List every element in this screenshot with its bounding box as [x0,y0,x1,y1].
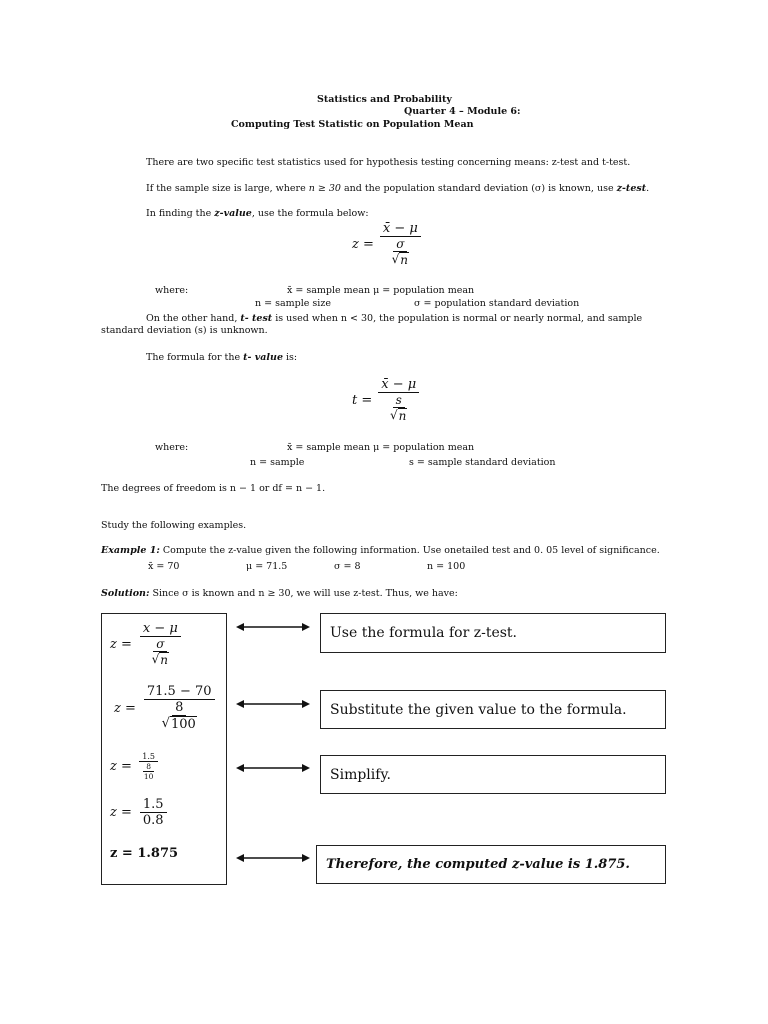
step2-inner-fraction [159,700,200,732]
step2-formula [114,684,215,732]
step1-n: n [160,653,169,667]
example1-n: n = 100 [427,561,466,572]
step3-lhs: z = [110,759,132,774]
t-formula-s: s [393,393,405,408]
example1-sigma: σ = 8 [334,561,361,572]
t-formula-inner-fraction [387,393,410,423]
double-arrow-icon [236,851,310,865]
solution-statement [101,588,458,599]
solution-text: Since σ is known and n ≥ 30, we will use z-test. Thus, we have: [152,588,458,599]
tpar-ttest: t- test [240,313,273,324]
z-formula-numerator: x̄ − μ [380,221,421,237]
conclusion-box [316,845,666,884]
step1-lhs: z = [110,636,132,652]
example1-mu: μ = 71.5 [246,561,288,572]
step2-description-box [320,690,666,729]
p2-text-c: and the population standard deviation (σ) is known, use [343,183,614,194]
step3-numerator: 1.5 [139,752,158,762]
step1-inner-fraction [149,637,172,667]
step3-fraction [138,752,160,781]
where1-n-def: n = sample size [255,298,331,309]
example1-label: Example 1: [101,545,160,556]
tintro-c: is: [286,352,298,363]
step4-lhs: z = [110,805,132,820]
p3-zvalue: z-value [214,208,252,219]
header-module-title: Computing Test Statistic on Population Mean [231,119,474,130]
example1-text: Compute the z-value given the following information. Use onetailed test and 0. 05 level of significance. [162,545,660,556]
t-formula-lhs: t = [352,392,373,408]
z-formula-sqrt: √ n [391,252,409,267]
step4-formula [110,797,167,828]
step3-ten: 10 [143,772,154,781]
example1-xbar: x̄ = 70 [148,561,180,572]
step2-n-value: 100 [170,717,196,732]
tpar-a: On the other hand, [146,313,238,324]
step2-description: Substitute the given value to the formula. [330,701,627,718]
example1-statement [101,545,660,556]
z-formula-sigma: σ [393,237,407,252]
double-arrow-icon [236,761,310,775]
degrees-of-freedom: The degrees of freedom is n − 1 or df = n − 1. [101,483,326,494]
p3-text-a: In finding the [146,208,212,219]
where2-mean-defs: x̄ = sample mean μ = population mean [287,442,475,453]
step2-numerator: 71.5 − 70 [144,684,215,700]
step1-sqrt: √ n [151,652,169,667]
header-quarter: Quarter 4 – Module 6: [404,106,521,117]
where2-label: where: [155,442,189,453]
where1-mean-defs: x̄ = sample mean μ = population mean [287,285,475,296]
step3-inner-fraction [141,762,157,781]
t-formula [352,377,419,423]
t-formula-sqrt: √ n [390,408,407,423]
t-formula-fraction [378,377,419,423]
intro-paragraph-3 [146,208,369,219]
z-formula-fraction [380,221,421,267]
step1-sigma: σ [153,637,167,652]
step2-lhs: z = [114,700,136,716]
step3-description: Simplify. [330,766,391,783]
step4-fraction [140,797,167,828]
double-arrow-icon [236,620,310,634]
solution-label: Solution: [101,588,150,599]
conclusion-text: Therefore, the computed z-value is 1.875. [326,857,630,872]
z-formula [352,221,421,267]
step1-description-box [320,613,666,653]
t-paragraph-line2: standard deviation (s) is unknown. [101,325,268,336]
t-paragraph-line1 [146,313,642,324]
step1-fraction [140,621,181,667]
step2-denominator [156,700,203,732]
t-intro [146,352,297,363]
where2-n-def: n = sample [250,457,305,468]
header-title: Statistics and Probability [317,94,452,105]
t-formula-denominator [384,393,413,423]
step2-sigma-value: 8 [172,700,186,716]
t-formula-numerator: x̄ − μ [378,377,419,393]
z-formula-inner-fraction [389,237,412,267]
p3-text-c: , use the formula below: [251,208,369,219]
step3-formula [110,752,159,781]
z-formula-n: n [400,253,409,267]
step3-eight: 8 [143,762,154,772]
p2-text-a: If the sample size is large, where [146,183,306,194]
step1-denominator [146,637,175,667]
tpar-c: is used when n < 30, the population is normal or nearly normal, and sample [275,313,643,324]
step2-sqrt: √ 100 [161,716,196,732]
study-examples: Study the following examples. [101,520,247,531]
step3-description-box [320,755,666,794]
step2-fraction [144,684,215,732]
p2-period: . [646,183,650,194]
tintro-tvalue: t- value [243,352,283,363]
p2-condition: n ≥ 30 [308,183,341,194]
z-formula-denominator [386,237,415,267]
z-formula-lhs: z = [352,236,374,252]
step4-numerator: 1.5 [140,797,167,813]
intro-paragraph-2 [146,183,649,194]
step1-numerator: x − μ [140,621,181,637]
step3-denominator [138,762,160,781]
where1-sigma-def: σ = population standard deviation [414,298,580,309]
t-formula-n: n [398,409,407,423]
where1-label: where: [155,285,189,296]
step5-result: z = 1.875 [110,846,179,861]
intro-paragraph-1: There are two specific test statistics used for hypothesis testing concerning means: z-test and t-test. [146,157,631,168]
double-arrow-icon [236,697,310,711]
step1-description: Use the formula for z-test. [330,625,517,641]
step4-denominator: 0.8 [142,813,164,828]
p2-ztest: z-test [616,183,647,194]
tintro-a: The formula for the [146,352,241,363]
step1-formula [110,621,181,667]
where2-s-def: s = sample standard deviation [409,457,556,468]
